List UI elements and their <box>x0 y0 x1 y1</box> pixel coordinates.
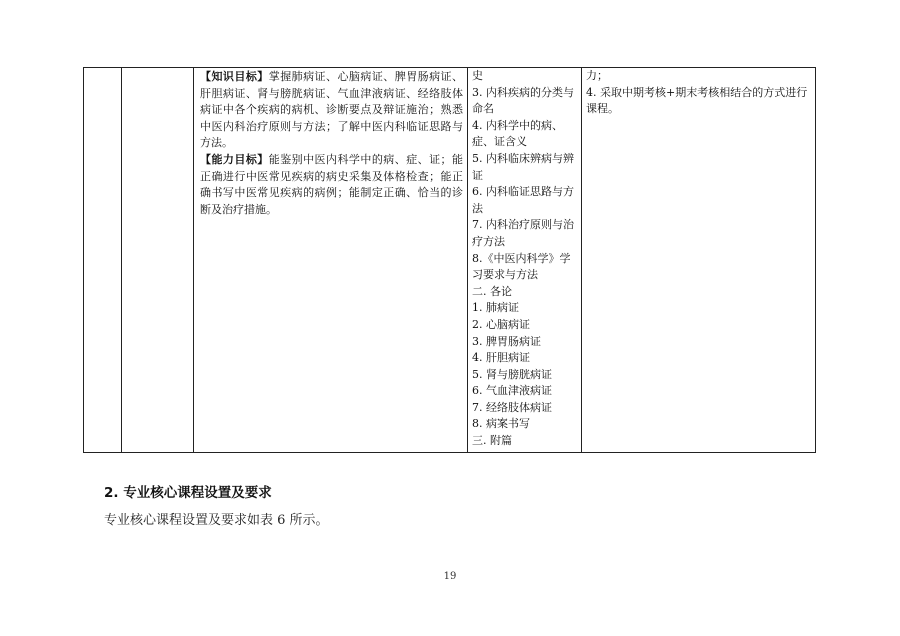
content-item: 6. 气血津液病证 <box>472 384 552 398</box>
table-row <box>84 68 816 453</box>
page-number: 19 <box>443 571 457 582</box>
content-item: 8. 病案书写 <box>472 417 530 431</box>
knowledge-goal-text: 掌握肺病证、心脑病证、脾胃肠病证、肝胆病证、肾与膀胱病证、气血津液病证、经络肢体病证中各个疾病的病机、诊断要点及辩证施治；熟悉中医内科治疗原则与方法；了解中医内科临证思路与方法。 <box>200 70 464 150</box>
content-item: 史 <box>472 69 483 82</box>
content-item: 6. 内科临证思路与方法 <box>472 185 574 215</box>
assessment-item: 4. 采取中期考核+期末考核相结合的方式进行课程。 <box>586 85 808 116</box>
content-item: 4. 肝胆病证 <box>472 351 530 365</box>
ability-goal-text: 能鉴别中医内科学中的病、症、证；能正确进行中医常见疾病的病史采集及体格检查；能正确书写中医常见疾病的病例；能制定正确、恰当的诊断及治疗措施。 <box>200 152 464 216</box>
content-item: 4. 内科学中的病、症、证含义 <box>472 118 563 149</box>
section-body: 专业核心课程设置及要求如表 6 所示。 <box>104 513 329 528</box>
assessment-list <box>582 68 815 118</box>
course-content-list <box>468 68 581 450</box>
content-item: 1. 肺病证 <box>472 301 519 315</box>
table-cell-content <box>468 68 582 453</box>
knowledge-goal-tag: 【知识目标】 <box>200 70 269 83</box>
content-item: 二. 各论 <box>472 284 512 298</box>
content-item: 3. 内科疾病的分类与命名 <box>472 85 574 116</box>
table-cell-assessment <box>582 68 816 453</box>
table-cell-index <box>84 68 122 453</box>
table-cell-goals <box>194 68 468 453</box>
content-item: 5. 内科临床辨病与辨证 <box>472 151 574 182</box>
content-item: 3. 脾胃肠病证 <box>472 334 541 348</box>
content-item: 7. 内科治疗原则与治疗方法 <box>472 218 574 248</box>
content-item: 7. 经络肢体病证 <box>472 400 552 414</box>
table-cell-course-name <box>122 68 194 453</box>
content-item: 8.《中医内科学》学习要求与方法 <box>472 251 571 282</box>
assessment-item: 力； <box>586 69 608 82</box>
ability-goal-tag: 【能力目标】 <box>200 152 269 166</box>
course-goals <box>194 68 467 218</box>
content-item: 三. 附篇 <box>472 434 512 448</box>
content-item: 2. 心脑病证 <box>472 317 530 331</box>
course-table <box>83 67 816 453</box>
content-item: 5. 肾与膀胱病证 <box>472 367 552 381</box>
section-title: 2. 专业核心课程设置及要求 <box>104 485 272 501</box>
